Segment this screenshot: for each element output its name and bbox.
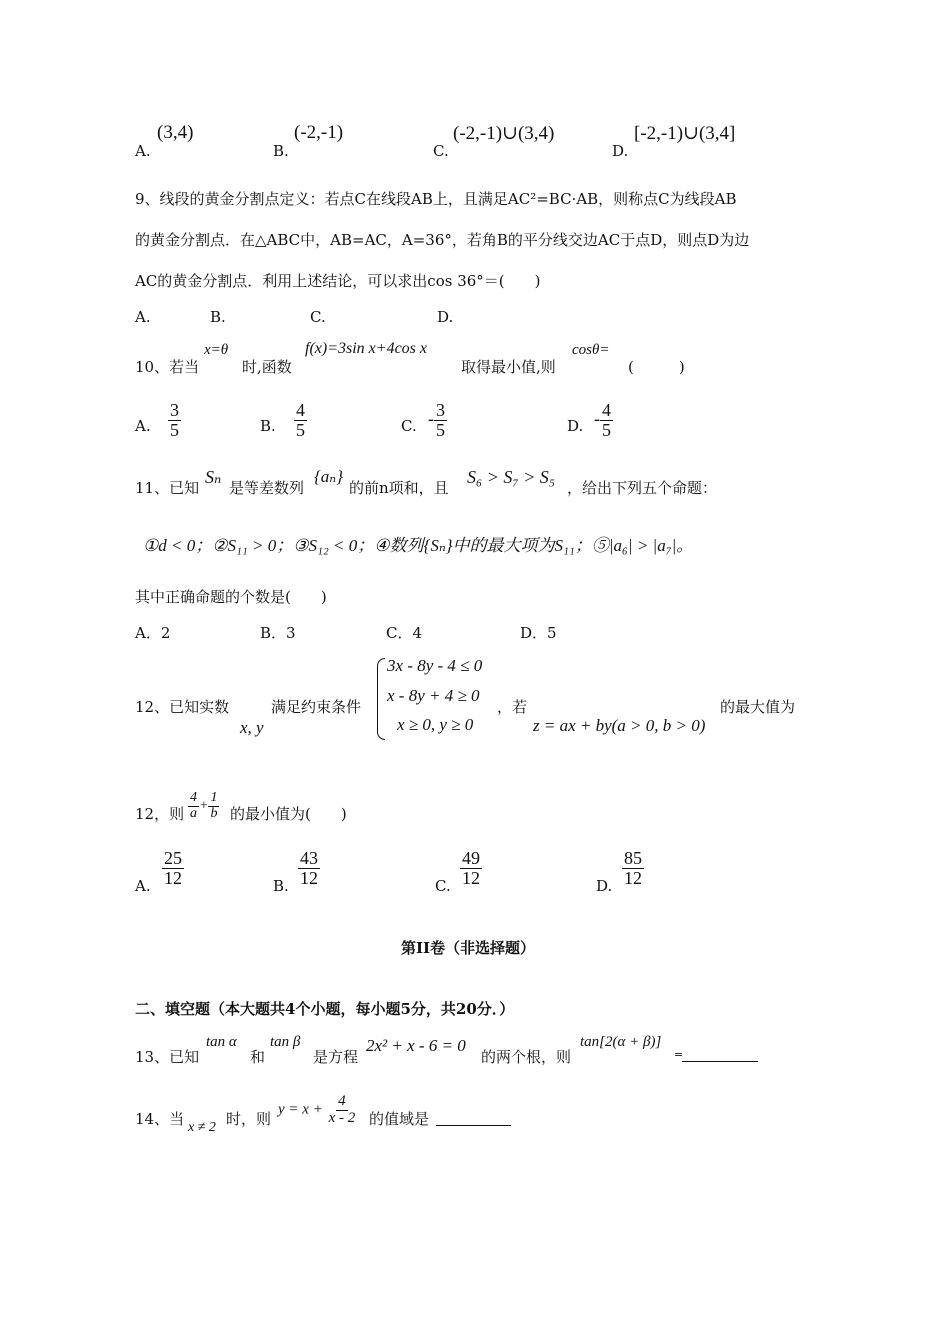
q12-option-d-den: 12 — [624, 867, 642, 888]
q14-frac-num: 4 — [338, 1093, 346, 1109]
q10-option-a-value — [168, 401, 181, 440]
q12-option-c-den: 12 — [462, 867, 480, 888]
q12-frac2-den: b — [210, 805, 218, 821]
q8-option-d-label: D. — [612, 142, 629, 160]
q11-question: 其中正确命题的个数是( ) — [135, 588, 327, 606]
q8-option-c-label: C. — [433, 142, 449, 160]
q12-constraint-brace — [377, 658, 385, 740]
q12-text-4: 的最大值为 — [720, 698, 796, 716]
q10-option-c-label: C. — [401, 417, 417, 435]
q12-option-c-value — [460, 849, 482, 888]
q11-option-b: B．3 — [260, 624, 296, 642]
q12-constraint-3: x ≥ 0, y ≥ 0 — [397, 715, 474, 734]
q8-option-a-label: A. — [135, 142, 151, 160]
q10-option-b-label: B. — [260, 417, 276, 435]
q12-option-c-num: 49 — [462, 848, 480, 868]
q12-objective: z = ax + by(a > 0, b > 0) — [533, 716, 706, 735]
q10-condition: x=θ — [204, 342, 229, 358]
q12-option-c-label: C. — [435, 877, 451, 895]
q12-text-2: 满足约束条件 — [271, 698, 362, 716]
q9-line-3: AC的黄金分割点．利用上述结论，可以求出cos 36°＝( ) — [135, 272, 541, 290]
q10-option-d-label: D. — [567, 417, 584, 435]
q10-option-b-den: 5 — [296, 419, 305, 440]
q9-line-1: 9、线段的黄金分割点定义：若点C在线段AB上，且满足AC²=BC·AB，则称点C为线段AB — [135, 190, 737, 208]
q14-expr-prefix: y = x + — [278, 1101, 323, 1118]
q8-option-a-value: (3,4) — [157, 122, 194, 143]
q12-vars: x, y — [240, 718, 264, 737]
q14-prefix: 14、当 — [135, 1110, 185, 1128]
q12-option-d-label: D. — [596, 877, 613, 895]
q10-option-c-value — [428, 401, 447, 440]
q10-option-d-num: 4 — [602, 400, 611, 420]
q12-frac1-num: 4 — [190, 790, 197, 805]
q12-constraint-1: 3x - 8y - 4 ≤ 0 — [387, 656, 483, 675]
q12-expression — [188, 791, 219, 821]
q13-prefix: 13、已知 — [135, 1048, 200, 1066]
q12-option-a-label: A. — [135, 877, 151, 895]
q11-option-a: A．2 — [135, 624, 171, 642]
q8-option-b-label: B. — [273, 142, 289, 160]
q12-plus: + — [199, 798, 209, 814]
q11-option-c: C．4 — [386, 624, 423, 642]
q10-option-c-den: 5 — [436, 419, 445, 440]
q13-text-2: 是方程 — [313, 1048, 359, 1066]
q10-option-a-label: A. — [135, 417, 151, 435]
q12-constraint-2: x - 8y + 4 ≥ 0 — [387, 686, 480, 705]
q8-option-d-value: [-2,-1)∪(3,4] — [634, 123, 736, 144]
q12-option-a-den: 12 — [164, 867, 182, 888]
q12-text-3: ，若 — [497, 698, 528, 716]
q10-mid-2: 取得最小值,则 — [461, 358, 556, 376]
q9-option-d: D. — [437, 308, 454, 326]
q11-option-d: D．5 — [520, 624, 557, 642]
q14-answer-blank[interactable] — [436, 1109, 511, 1126]
q8-option-b-value: (-2,-1) — [294, 122, 344, 143]
q10-option-d-value — [594, 401, 613, 440]
q12-option-b-den: 12 — [300, 867, 318, 888]
q13-answer-blank[interactable] — [682, 1045, 758, 1062]
fill-blank-section-heading: 二、填空题（本大题共4个小题，每小题5分，共20分．） — [135, 1000, 515, 1018]
q13-equation: 2x² + x - 6 = 0 — [366, 1036, 466, 1055]
q11-prefix: 11、已知 — [135, 479, 200, 497]
q12-option-d-num: 85 — [624, 848, 642, 868]
q12-option-a-num: 25 — [164, 848, 182, 868]
q13-equals: = — [674, 1048, 684, 1061]
q10-option-d-sign: - — [594, 408, 600, 429]
q12-line2-suffix: 的最小值为( ) — [230, 805, 347, 823]
q14-text-2: 时，则 — [226, 1110, 272, 1128]
q11-propositions: ①d < 0；②S₁₁ > 0；③S₁₂ < 0；④数列{Sₙ}中的最大项为S₁₁；⑤|a₆| > |a₇|。 — [143, 536, 694, 555]
q14-text-3: 的值域是 — [369, 1110, 430, 1128]
part2-title: 第II卷（非选择题） — [401, 939, 536, 957]
q10-option-c-sign: - — [428, 408, 434, 429]
q9-option-c: C. — [310, 308, 326, 326]
q13-text-3: 的两个根，则 — [481, 1048, 572, 1066]
q10-option-d-den: 5 — [602, 419, 611, 440]
q10-prefix: 10、若当 — [135, 358, 200, 376]
q13-tan-beta: tan β — [270, 1034, 301, 1050]
q12-frac2-num: 1 — [210, 790, 218, 805]
q10-option-c-num: 3 — [436, 400, 445, 420]
q10-answer-paren: ( ) — [628, 358, 685, 376]
q11-text-3: 的前n项和，且 — [349, 479, 449, 497]
q10-mid-1: 时,函数 — [242, 358, 292, 376]
q11-text-2: 是等差数列 — [229, 479, 305, 497]
q13-and: 和 — [250, 1048, 266, 1066]
q12-frac1-den: a — [190, 805, 197, 821]
q12-line2-prefix: 12，则 — [135, 805, 185, 823]
q13-tan-alpha: tan α — [206, 1034, 237, 1050]
q10-option-b-num: 4 — [296, 400, 305, 420]
q8-option-c-value: (-2,-1)∪(3,4) — [453, 123, 555, 144]
q10-target: cosθ= — [572, 342, 610, 358]
q11-inequality: S₆ > S₇ > S₅ — [467, 467, 556, 487]
q10-function: f(x)=3sin x+4cos x — [305, 340, 427, 357]
q10-option-b-value — [294, 401, 307, 440]
q14-frac-den: x - 2 — [328, 1109, 356, 1126]
q11-sn: Sₙ — [205, 467, 222, 487]
q9-option-b: B. — [210, 308, 226, 326]
q10-option-a-den: 5 — [170, 419, 179, 440]
q9-option-a: A. — [135, 308, 151, 326]
q14-condition: x ≠ 2 — [188, 1120, 216, 1135]
q11-text-4: ，给出下列五个命题： — [567, 479, 718, 497]
q12-option-b-value — [298, 849, 320, 888]
q12-option-b-label: B. — [273, 877, 289, 895]
q12-option-a-value — [162, 849, 184, 888]
q12-option-d-value — [622, 849, 644, 888]
q12-prefix: 12、已知实数 — [135, 698, 230, 716]
q9-line-2: 的黄金分割点．在△ABC中，AB=AC，A=36°，若角B的平分线交边AC于点D，则点D为边 — [135, 231, 750, 249]
q12-option-b-num: 43 — [300, 848, 318, 868]
q10-option-a-num: 3 — [170, 400, 179, 420]
q14-expression — [278, 1094, 357, 1127]
q13-target: tan[2(α + β)] — [580, 1034, 662, 1050]
q11-an: {aₙ} — [314, 467, 343, 486]
